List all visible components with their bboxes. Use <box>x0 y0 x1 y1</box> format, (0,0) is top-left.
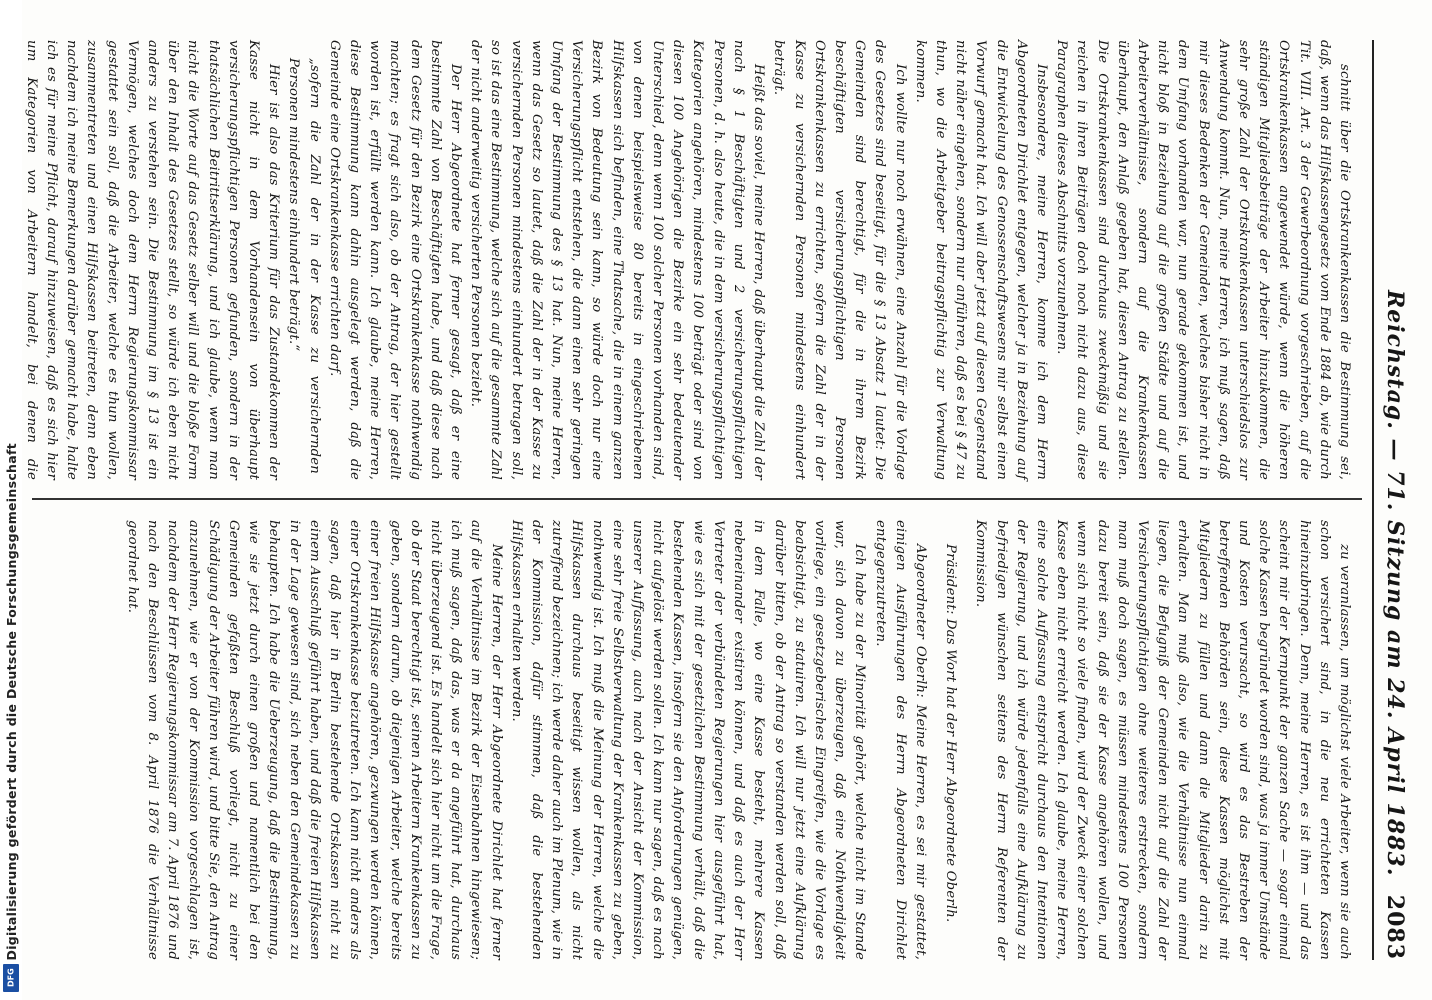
speaker-paragraph-president: Präsident: Das Wort hat der Herr Abgeordnete Oberlh. <box>943 544 959 923</box>
credit-text: Digitalisierung gefördert durch die Deutsche Forschungsgemeinschaft <box>4 442 19 960</box>
page-number: 2083 <box>1382 894 1408 960</box>
right-column <box>34 520 1354 960</box>
paragraph: schnitt über die Ortskrankenkassen die Bestimmung sei, daß, wenn das Hilfskassengesetz vom Ende 1884 ab, wie durch Tit. VIII. Art. 3 der Gewerbeordnung vorgeschrieben, auf die Ortskrankenkassen angewendet würde, wenn die höheren ständigen Mitgliedsbeiträge der Arbeiter hinzukommen, die sehr große Zahl der Ortskrankenkassen unterschiedslos zur Anwendung kommt. Nun, meine Herren, ich muß sagen, daß mir dieses Bedenken der Gemeinden, welches bisher nicht in dem Umfang vorhanden war, nun gerade gekommen ist, und nicht bloß in Beziehung auf die großen Städte und auf die Arbeiterverhältnisse, sondern auf die Krankenkassen überhaupt, den Anlaß gegeben hat, diesen Antrag zu stellen. Die Ortskrankenkassen sind durchaus zweckmäßig und sie reichen in ihren Beiträgen doch noch nicht dazu aus, diese Paragraphen dieses Abschnitts vorzunehmen. <box>1054 40 1352 480</box>
paragraph: Meine Herren, der Herr Abgeordnete Dirichlet hat ferner auf die Verhältnisse im Bezirk der Eisenbahnen hingewiesen; ich muß sagen, daß das, was er da angeführt hat, durchaus nicht überzeugend ist. Es handelt sich hier nicht um die Frage, ob der Staat berechtigt ist, seinen Arbeitern Krankenkassen zu geben, sondern darum, ob diejenigen Arbeiter, welche bereits einer freien Hilfskasse angehören, gezwungen werden können, einer Ortskrankenkasse beizutreten. Ich kann nicht anders als sagen, daß hier in Berlin bestehende Ortskassen nicht zu einem Ausschluß geführt haben, und daß die freien Hilfskassen in der Lage gewesen sind, sich neben den Gemeindekassen zu behaupten. Ich habe die Ueberzeugung, daß die Bestimmung, wie sie jetzt durch einen großen und namentlich bei den Gemeinden gefaßten Beschluß vorliegt, nicht zu einer Schädigung der Arbeiter führen wird, und bitte Sie, den Antrag anzunehmen, wie er von der Kommission vorgeschlagen ist, nachdem der Herr Regierungskommissar am 7. April 1876 und nach den Beschlüssen vom 8. April 1876 die Verhältnisse geordnet hat. <box>125 520 504 960</box>
page-header <box>1372 40 1412 960</box>
quoted-passage: „sofern die Zahl der in der Kasse zu versichernden Personen mindestens einhundert beträgt.“ <box>286 58 322 474</box>
paragraph: zu veranlassen, um möglichst viele Arbeiter, wenn sie auch schon versichert sind, in die neu errichteten Kassen hineinzubringen. Denn, meine Herren, es ist ihm — und das scheint mir der Kernpunkt der ganzen Sache — sogar einmal solche Kassen begründet worden sind, was ja immer Umstände und Kosten verursacht, so wird es das Bestreben der betreffenden Behörden sein, diese Kassen möglichst mit Mitgliedern zu füllen und dann die Mitglieder darin zu erhalten. Man muß also, wie die Verhältnisse nun einmal liegen, die Befugniß der Gemeinden nicht auf die Zahl der Versicherungspflichtigen ohne weiteres erstrecken, sondern man muß doch sagen, es müssen mindestens 100 Personen dazu bereit sein, daß sie der Kasse angehören wollen, und wenn sich nicht so viele finden, wird der Zweck einer solchen Kasse eben nicht erreicht werden. Ich glaube, meine Herren, eine solche Auffassung entspricht durchaus den Intentionen der Regierung, und ich würde jedenfalls eine Aufklärung zu befriedigen wünschen seitens des Herrn Referenten der Kommission. <box>973 520 1352 960</box>
speaker-paragraph-oberlh: Abgeordneter Oberlh: Meine Herren, es sei mir gestattet, einigen Ausführungen des Herrn Abgeordneten Dirichlet entgegenzutreten. <box>872 520 928 960</box>
paragraph: Ich habe zu der Minorität gehört, welche nicht im Stande war, sich davon zu überzeugen, daß eine Nothwendigkeit vorliege, ein gesetzgeberisches Eingreifen, wie die Vorlage es beabsichtigt, zu statuiren. Ich will nur jetzt eine Aufklärung darüber bitten, ob der Antrag so verstanden werden soll, daß in dem Falle, wo eine Kasse besteht, mehrere Kassen nebeneinander existiren können, und daß es auch der Herr Vertreter der verbündeten Regierungen hier ausgeführt hat, wie es sich mit der gesetzlichen Bestimmung verhält, daß die bestehenden Kassen, insofern sie den Anforderungen genügen, nicht aufgelöst werden sollen. Ich kann nur sagen, daß es nach unserer Auffassung, auch nach der Ansicht der Kommission, eine sehr freie Selbstverwaltung der Krankenkassen zu geben, nothwendig ist. Ich muß die Meinung der Herren, welche die Hilfskassen durchaus beseitigt wissen wollen, als nicht zutreffend bezeichnen; ich werde daher auch im Plenum, wie in der Kommission, dafür stimmen, daß die bestehenden Hilfskassen erhalten werden. <box>508 520 868 960</box>
left-column <box>23 40 1354 480</box>
paragraph: Der Herr Abgeordnete hat ferner gesagt, daß er eine bestimmte Zahl von Beschäftigten habe, und daß diese nach dem Gesetz für den Bezirk eine Ortskrankenkasse nothwendig machten; es fragt sich also, ob der Antrag, der hier gestellt worden ist, erfüllt werden kann. Ich glaube, meine Herren, diese Bestimmung kann dahin ausgelegt werden, daß die Gemeinde eine Ortskrankenkasse errichten darf. <box>326 40 464 480</box>
digitization-credit-strip <box>0 0 22 1000</box>
page-title: Reichstag. — 71. Sitzung am 24. April 1883. <box>1382 290 1408 877</box>
paragraph: Ich wollte nur noch erwähnen, eine Anzahl für die Vorlage des Gesetzes sind beseitigt, für die § 13 Absatz 1 lautet: Die Gemeinden sind berechtigt, für die in ihrem Bezirk beschäftigten versicherungspflichtigen Personen Ortskrankenkassen zu errichten, sofern die Zahl der in der Kasse zu versichernden Personen mindestens einhundert beträgt. <box>771 40 908 480</box>
paragraph: Insbesondere, meine Herren, komme ich dem Herrn Abgeordneten Dirichlet entgegen, welcher ja in Beziehung auf die Entwickelung des Genossenschaftswesens mir selbst einen Vorwurf gemacht hat. Ich will aber jetzt auf diesen Gegenstand nicht näher eingehen, sondern nur anführen, daß es bei § 47 zu thun, wo die Arbeitgeber beitragspflichtig zur Verwaltung kommen. <box>912 40 1049 480</box>
paragraph: Hier ist also das Kriterium für das Zustandekommen der Kasse nicht in dem Vorhandensein von überhaupt versicherungspflichtigen Personen gefunden, sondern in der thatsächlichen Beitrittserklärung, und ich glaube, wenn man nicht die Worte auf das Gesetz selber will und die bloße Form über den Inhalt des Gesetzes stellt, so würde ich eben nicht anders zu verstehen sein. Die Bestimmung im § 13 ist ein Vermögen, welches doch dem Herrn Regierungskommissar gestattet sein soll, daß die Arbeiter, welche es thun wollen, zusammentreten und einen Hilfskassen beitreten, denn eben nachdem ich meine Bemerkungen darüber gemacht habe, halte ich es für meine Pflicht, darauf hinzuweisen, daß es sich hier um Kategorien von Arbeitern handelt, bei denen die <box>23 40 282 480</box>
paragraph: Heißt das soviel, meine Herren, daß überhaupt die Zahl der nach § 1 Beschäftigten und 2 versicherungspflichtigen Personen, d. h. also heute, die in dem versicherungspflichtigen Kategorien angehören, mindestens 100 beträgt oder sind von diesen 100 Angehörigen die Bezirke ein sehr bedeutender Unterschied, denn wenn 100 solcher Personen vorhanden sind, von denen beispielsweise 80 bereits in eingeschriebenen Hilfskassen sich befinden, eine Thatsache, die in einem ganzen Bezirk von Bedeutung sein kann, so würde doch nur eine Versicherungspflicht entstehen, die dann einen sehr geringen Umfang der Bestimmung des § 13 hat. Nun, meine Herren, wenn das Gesetz so lautet, daß die Zahl der in der Kasse zu versichernden Personen mindestens einhundert betragen soll, so ist das eine Bestimmung, welche sich auf die gesammte Zahl der nicht anderweitig versicherten Personen bezieht. <box>468 40 767 480</box>
column-divider <box>32 498 1362 500</box>
header-rule <box>1372 40 1374 960</box>
dfg-logo-icon: DFG <box>3 964 19 992</box>
